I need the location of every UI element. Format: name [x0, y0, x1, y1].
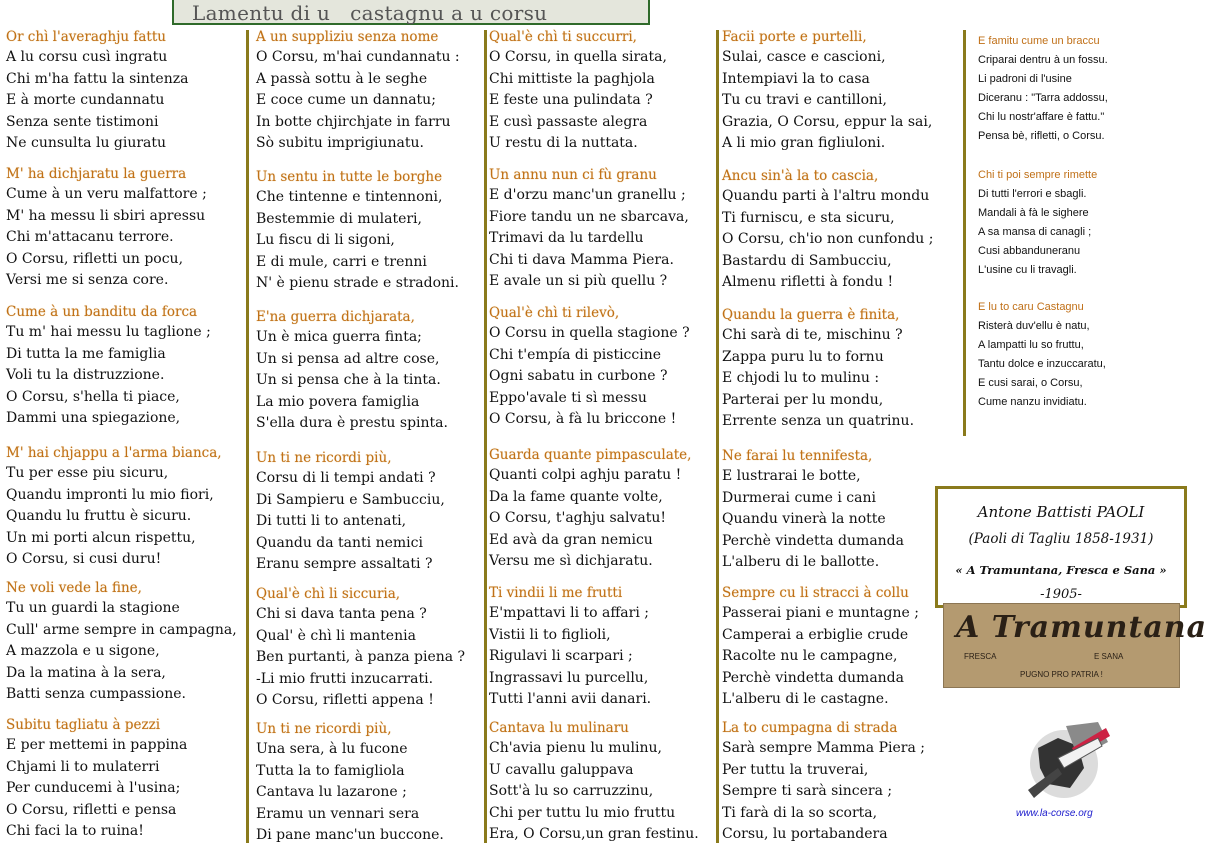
verse-line: Di tutta la me famiglia — [6, 345, 166, 362]
verse-line: Sempre ti sarà sincera ; — [722, 783, 893, 800]
verse-line: Mandali à fà le sighere — [978, 207, 1089, 219]
stanza — [489, 445, 691, 573]
verse-line: Batti senza cumpassione. — [6, 686, 186, 703]
verse-line: O Corsu in quella stagione ? — [489, 325, 690, 341]
verse-line: A lampatti lu so fruttu, — [978, 339, 1084, 351]
stanza — [256, 167, 459, 295]
stanza-title: Ti vindii li me frutti — [489, 585, 623, 601]
stanza — [978, 32, 1108, 146]
publication-year: -1905- — [1040, 587, 1082, 602]
verse-line: Chi ti dava Mamma Piera. — [489, 251, 674, 268]
verse-line: Cusi abbanduneranu — [978, 245, 1081, 257]
verse-line: Tutti l'anni avii danari. — [489, 691, 652, 708]
verse-line: Quandu lu fruttu è sicuru. — [6, 508, 192, 525]
stanza-title: Qual'è chì ti succurri, — [489, 29, 637, 45]
verse-line: A passà sottu à le seghe — [256, 70, 428, 87]
stanza — [978, 298, 1106, 412]
verse-line: Racolte nu le campagne, — [722, 648, 898, 665]
verse-line: Chi t'empía di pisticcine — [489, 346, 662, 363]
stanza — [722, 166, 933, 294]
verse-line: Chi mittiste la paghjola — [489, 70, 655, 87]
verse-line: E per mettemi in pappina — [6, 737, 188, 753]
verse-line: M' ha messu li sbiri apressu — [6, 207, 206, 224]
verse-line: O Corsu, m'hai cundannatu : — [256, 49, 460, 65]
la-corse-logo[interactable] — [1018, 718, 1113, 808]
verse-line: Una sera, à lu fucone — [256, 741, 408, 757]
author-name: Antone Battisti PAOLI — [977, 503, 1145, 521]
column-divider — [246, 30, 249, 843]
verse-line: L'alberu di le ballotte. — [722, 554, 880, 571]
verse-line: Chi si dava tanta pena ? — [256, 606, 427, 622]
verse-line: S'ella dura è prestu spinta. — [256, 415, 448, 432]
verse-line: O Corsu, t'aghju salvatu! — [489, 510, 667, 527]
verse-line: Tutta la to famigliola — [256, 762, 405, 779]
verse-line: Di tutti l'errori e sbagli. — [978, 188, 1087, 200]
verse-line: Bastardu di Sambucciu, — [722, 252, 892, 269]
verse-line: Trimavi da lu tardellu — [489, 230, 644, 247]
page-title: Lamentu di u castagnu a u corsu — [192, 1, 548, 25]
verse-line: A sa mansa di canagli ; — [978, 226, 1092, 238]
stanza — [256, 584, 465, 712]
verse-line: O Corsu, rifletti e pensa — [6, 801, 177, 818]
verse-line: Di Sampieru e Sambucciu, — [256, 491, 445, 508]
stanza-title: M' hai chjappu a l'arma bianca, — [6, 445, 222, 461]
stanza — [6, 302, 211, 430]
verse-line: E lustrarai le botte, — [722, 468, 861, 484]
stanza-title: Quandu la guerra è finita, — [722, 307, 900, 323]
verse-line: Tu cu travi e cantilloni, — [722, 92, 887, 109]
verse-line: Lu fiscu di li sigoni, — [256, 232, 395, 249]
masthead-right-word: E SANA — [1094, 652, 1124, 661]
verse-line: Ed avà da gran nemicu — [489, 531, 653, 548]
work-title: « A Tramuntana, Fresca e Sana » — [955, 563, 1167, 577]
verse-line: E avale un si più quellu ? — [489, 273, 668, 290]
verse-line: L'usine cu li travagli. — [978, 264, 1077, 276]
verse-line: Di tutti li to antenati, — [256, 513, 407, 530]
verse-line: E coce cume un dannatu; — [256, 92, 436, 109]
verse-line: Per cunducemi à l'usina; — [6, 780, 181, 797]
stanza-title: E'na guerra dichjarata, — [256, 309, 415, 325]
site-url-link[interactable]: www.la-corse.org — [1016, 808, 1093, 819]
verse-line: Un si pensa ad altre cose, — [256, 350, 440, 367]
verse-line: Vistii li to figlioli, — [489, 626, 611, 643]
verse-line: N' è pienu strade e stradoni. — [256, 275, 459, 292]
verse-line: Era, O Corsu,un gran festinu. — [489, 826, 699, 843]
verse-line: O Corsu, rifletti appena ! — [256, 692, 434, 709]
verse-line: E à morte cundannatu — [6, 92, 165, 109]
stanza — [489, 303, 690, 431]
verse-line: Chi lu nostr'affare è fattu." — [978, 111, 1105, 123]
stanza-title: Ne farai lu tennifesta, — [722, 448, 873, 464]
verse-line: Sarà sempre Mamma Piera ; — [722, 740, 925, 756]
stanza — [978, 166, 1097, 280]
stanza-title: Subitu tagliatu à pezzi — [6, 717, 161, 733]
verse-line: Da la fame quante volte, — [489, 488, 663, 505]
verse-line: Chjami li to mulaterri — [6, 758, 160, 775]
masthead-left-word: FRESCA — [964, 652, 997, 661]
verse-line: Eranu sempre assaltati ? — [256, 556, 433, 573]
verse-line: E'mpattavi li to affari ; — [489, 605, 649, 621]
verse-line: Bestemmie di mulateri, — [256, 210, 422, 227]
stanza — [722, 446, 904, 574]
verse-line: Corsu, lu portabandera — [722, 826, 888, 843]
verse-line: Sulai, casce e cascioni, — [722, 49, 886, 65]
verse-line: Camperai a erbiglie crude — [722, 626, 909, 643]
verse-line: La mio povera famiglia — [256, 393, 420, 410]
verse-line: Sott'à lu so carruzzinu, — [489, 783, 654, 800]
verse-line: Ti furniscu, e sta sicuru, — [722, 209, 895, 226]
verse-line: O Corsu, rifletti un pocu, — [6, 250, 184, 267]
verse-line: A mazzola e u sigone, — [6, 643, 160, 660]
verse-line: Passerai piani e muntagne ; — [722, 605, 919, 621]
stanza — [256, 719, 444, 847]
verse-line: E cusì passaste alegra — [489, 113, 648, 130]
verse-line: Corsu di li tempi andati ? — [256, 470, 436, 486]
verse-line: Quandu vinerà la notte — [722, 511, 886, 528]
stanza-title: Ne voli vede la fine, — [6, 580, 142, 596]
stanza-title: Un annu nun ci fù granu — [489, 167, 657, 183]
column-divider — [716, 30, 719, 843]
verse-line: U restu di la nuttata. — [489, 135, 638, 152]
verse-line: Quanti colpi aghju paratu ! — [489, 467, 682, 483]
verse-line: Che tintenne e tintennoni, — [256, 189, 443, 205]
verse-line: Perchè vindetta dumanda — [722, 669, 904, 686]
stanza — [722, 305, 914, 433]
stanza — [489, 165, 689, 293]
masthead-title: A Tramuntana — [956, 610, 1207, 645]
verse-line: E chjodi lu to mulinu : — [722, 370, 880, 387]
verse-line: Cume nanzu invidiatu. — [978, 396, 1087, 408]
verse-line: Diceranu : "Tarra addossu, — [978, 92, 1108, 104]
verse-line: Cull' arme sempre in campagna, — [6, 621, 237, 638]
masthead-motto: PUGNO PRO PATRIA ! — [1020, 670, 1103, 679]
page-title-box — [172, 0, 650, 25]
verse-line: O Corsu, si cusi duru! — [6, 551, 162, 568]
verse-line: Un si pensa che à la tinta. — [256, 372, 441, 389]
verse-line: A li mio gran figliuloni. — [722, 135, 886, 152]
stanza-title: Un sentu in tutte le borghe — [256, 169, 443, 185]
verse-line: Tu un guardi la stagione — [6, 600, 180, 616]
newspaper-masthead-image — [943, 603, 1207, 688]
verse-line: Per tuttu la truverai, — [722, 761, 869, 778]
stanza-title: Chi ti poi sempre rimette — [978, 169, 1098, 181]
column-divider — [963, 30, 966, 436]
verse-line: Ingrassavi lu purcellu, — [489, 669, 649, 686]
verse-line: O Corsu, ch'io non cunfondu ; — [722, 231, 934, 248]
verse-line: E feste una pulindata ? — [489, 92, 653, 109]
stanza-title: M' ha dichjaratu la guerra — [6, 166, 187, 182]
verse-line: Quandu parti à l'altru mondu — [722, 188, 930, 204]
stanza — [722, 27, 932, 155]
stanza — [6, 443, 222, 571]
verse-line: Parterai per lu mondu, — [722, 391, 884, 408]
verse-line: Chi faci la to ruina! — [6, 823, 144, 840]
verse-line: Li padroni di l'usine — [978, 73, 1072, 85]
verse-line: Un mi porti alcun rispettu, — [6, 529, 196, 546]
stanza-title: A un suppliziu senza nome — [256, 29, 439, 45]
stanza — [489, 27, 667, 155]
verse-line: Sò subitu imprigiunatu. — [256, 135, 424, 152]
verse-line: Tu per esse piu sicuru, — [6, 465, 169, 481]
verse-line: Chi m'attacanu terrore. — [6, 229, 174, 246]
verse-line: L'alberu di le castagne. — [722, 691, 889, 708]
stanza — [256, 448, 445, 576]
stanza-title: Facii porte e purtelli, — [722, 29, 867, 45]
verse-line: A lu corsu cusì ingratu — [6, 49, 168, 65]
verse-line: Criparai dentru à un fossu. — [978, 54, 1108, 66]
verse-line: Chi per tuttu lu mio fruttu — [489, 804, 676, 821]
verse-line: Senza sente tistimoni — [6, 113, 159, 130]
verse-line: Errente senza un quatrinu. — [722, 413, 915, 430]
verse-line: E cusi sarai, o Corsu, — [978, 377, 1083, 389]
verse-line: Zappa puru lu to fornu — [722, 348, 884, 365]
stanza-title: E famitu cume un braccu — [978, 35, 1100, 47]
verse-line: Cume à un veru malfattore ; — [6, 186, 207, 202]
verse-line: Voli tu la distruzzione. — [6, 367, 165, 384]
verse-line: O Corsu, à fà lu briccone ! — [489, 411, 677, 428]
stanza-title: E lu to caru Castagnu — [978, 301, 1084, 313]
verse-line: Grazia, O Corsu, eppur la sai, — [722, 113, 933, 130]
verse-line: Qual' è chì li mantenia — [256, 627, 416, 644]
author-detail: (Paoli di Tagliu 1858-1931) — [968, 531, 1154, 547]
stanza — [6, 715, 187, 843]
column-divider — [484, 30, 487, 843]
stanza-title: Guarda quante pimpasculate, — [489, 447, 692, 463]
stanza-title: Qual'è chì li siccuria, — [256, 586, 401, 602]
verse-line: Un è mica guerra finta; — [256, 329, 422, 345]
stanza-title: Qual'è chì ti rilevò, — [489, 305, 620, 321]
verse-line: In botte chjirchjate in farru — [256, 113, 451, 130]
verse-line: Quandu da tanti nemici — [256, 534, 423, 551]
verse-line: Pensa bè, rifletti, o Corsu. — [978, 130, 1105, 142]
verse-line: Ch'avia pienu lu mulinu, — [489, 740, 662, 756]
verse-line: Ne cunsulta lu giuratu — [6, 135, 167, 152]
verse-line: Almenu rifletti à fondu ! — [722, 274, 894, 291]
verse-line: Ogni sabatu in curbone ? — [489, 368, 668, 385]
stanza — [6, 164, 207, 292]
verse-line: Eramu un vennari sera — [256, 805, 420, 822]
verse-line: Eppo'avale ti sì messu — [489, 389, 647, 406]
verse-line: Chi m'ha fattu la sintenza — [6, 70, 189, 87]
verse-line: E d'orzu manc'un granellu ; — [489, 187, 686, 203]
verse-line: Di pane manc'un buccone. — [256, 827, 444, 844]
verse-line: Dammi una spiegazione, — [6, 410, 181, 427]
verse-line: Cantava lu lazarone ; — [256, 784, 407, 801]
stanza — [6, 27, 188, 155]
verse-line: O Corsu, in quella sirata, — [489, 49, 667, 65]
stanza-title: Un ti ne ricordi più, — [256, 450, 392, 466]
verse-line: Rigulavi li scarpari ; — [489, 648, 633, 665]
stanza — [256, 27, 460, 155]
stanza-title: Un ti ne ricordi più, — [256, 721, 392, 737]
stanza — [6, 578, 237, 706]
verse-line: Perchè vindetta dumanda — [722, 532, 904, 549]
verse-line: Ben purtanti, à panza piena ? — [256, 649, 466, 666]
stanza-title: La to cumpagna di strada — [722, 720, 898, 736]
verse-line: Versi me si senza core. — [6, 272, 169, 289]
verse-line: Chi sarà di te, mischinu ? — [722, 327, 903, 343]
verse-line: Risterà duv'ellu è natu, — [978, 320, 1090, 332]
verse-line: Intempiavi la to casa — [722, 70, 870, 87]
stanza-title: Ancu sin'à la to cascia, — [722, 168, 879, 184]
verse-line: O Corsu, s'hella ti piace, — [6, 388, 180, 405]
stanza-title: Cantava lu mulinaru — [489, 720, 629, 736]
stanza-title: Cume à un banditu da forca — [6, 304, 198, 320]
verse-line: Durmerai cume i cani — [722, 489, 876, 506]
stanza — [489, 583, 651, 711]
verse-line: E di mule, carri e trenni — [256, 253, 427, 270]
verse-line: Quandu impronti lu mio fiori, — [6, 486, 214, 503]
verse-line: -Li mio frutti inzucarrati. — [256, 670, 434, 687]
verse-line: Fiore tandu un ne sbarcava, — [489, 208, 689, 225]
stanza — [256, 307, 448, 435]
author-credit — [935, 486, 1187, 608]
verse-line: U cavallu galuppava — [489, 761, 634, 778]
stanza-title: Sempre cu li stracci à collu — [722, 585, 909, 601]
verse-line: Tu m' hai messu lu taglione ; — [6, 324, 211, 340]
stanza-title: Or chì l'averaghju fattu — [6, 29, 166, 45]
verse-line: Ti farà di la so scorta, — [722, 804, 878, 821]
stanza — [722, 718, 925, 846]
stanza — [722, 583, 919, 711]
verse-line: Tantu dolce e inzuccaratu, — [978, 358, 1106, 370]
verse-line: Da la matina à la sera, — [6, 664, 166, 681]
verse-line: Versu me sì dichjaratu. — [489, 553, 653, 570]
stanza — [489, 718, 699, 846]
